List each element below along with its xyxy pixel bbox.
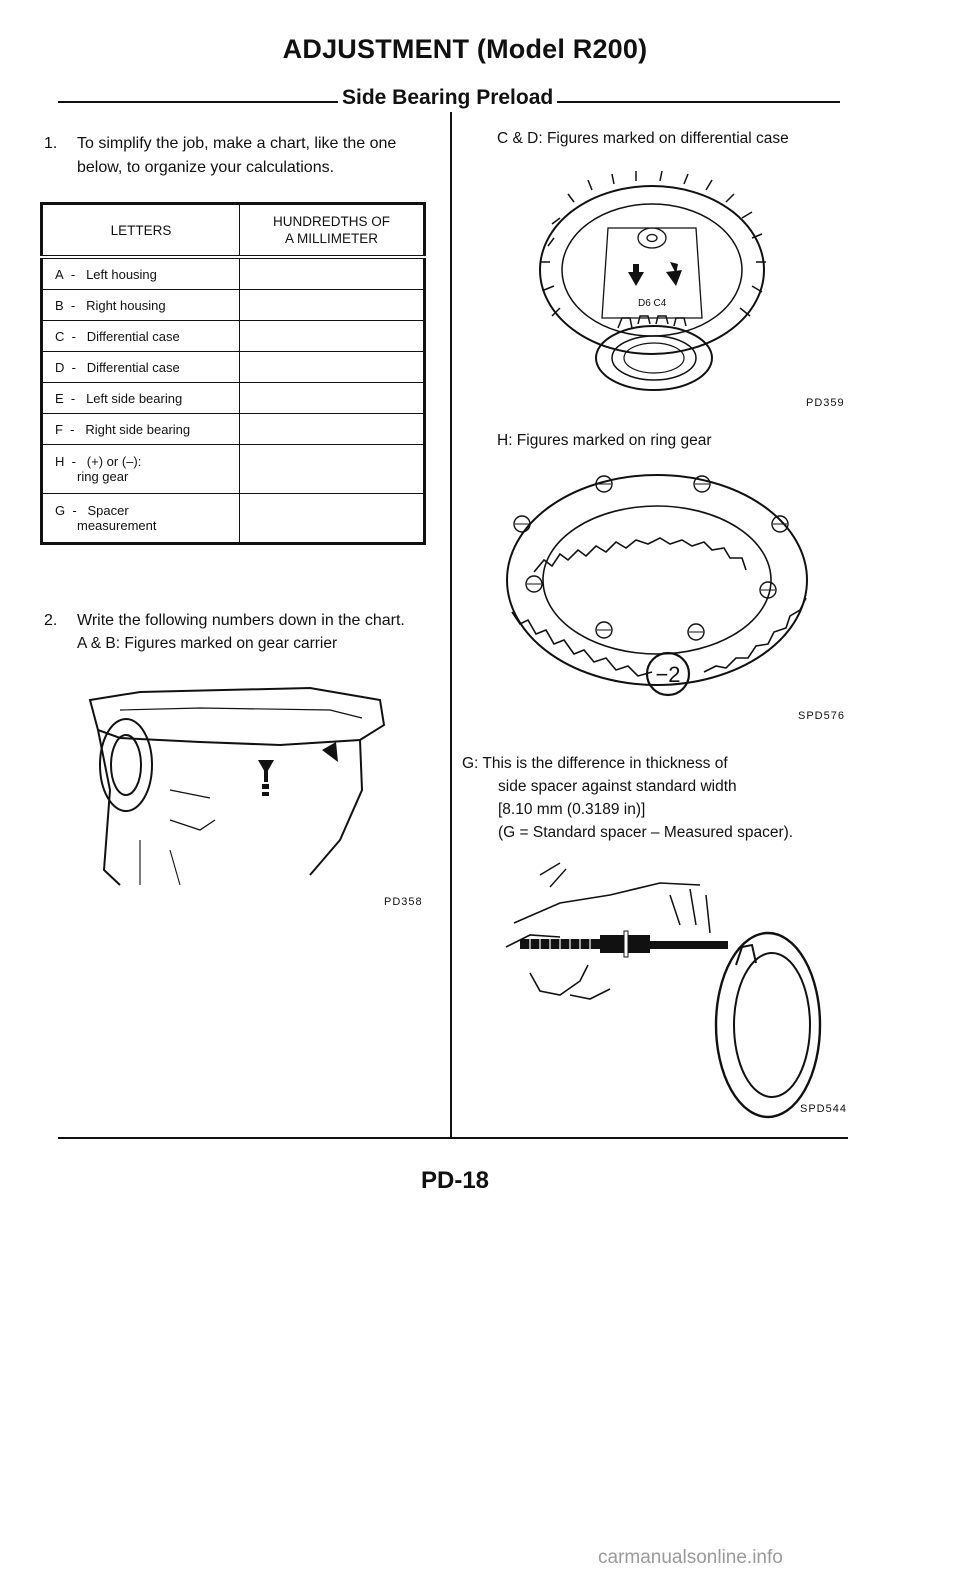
step-2-text: Write the following numbers down in the chart. <box>77 612 405 629</box>
spacer-caption-line-1: G: This is the difference in thickness of <box>462 755 728 772</box>
table-row <box>42 290 425 321</box>
calculation-chart-table <box>40 202 426 545</box>
table-row <box>42 352 425 383</box>
row-label: C - Differential case <box>42 321 240 352</box>
value-cell <box>240 290 425 321</box>
ring-gear-figure-code: SPD576 <box>798 710 845 722</box>
value-cell <box>240 383 425 414</box>
ring-gear-mark-text: −2 <box>655 662 681 687</box>
spacer-measurement-illustration <box>500 855 840 1125</box>
diff-case-mark-text: D6 C4 <box>638 298 667 309</box>
section-rule-left <box>58 101 340 103</box>
row-label: D - Differential case <box>42 352 240 383</box>
table-row <box>42 414 425 445</box>
row-label: G - Spacer measurement <box>42 494 240 544</box>
value-cell <box>240 257 425 290</box>
column-divider <box>450 112 452 1139</box>
spacer-caption-line-4: (G = Standard spacer – Measured spacer). <box>498 824 794 841</box>
spacer-figure-code: SPD544 <box>800 1103 847 1115</box>
table-row <box>42 383 425 414</box>
diff-case-figure-caption: C & D: Figures marked on differential case <box>497 130 789 147</box>
row-label: E - Left side bearing <box>42 383 240 414</box>
value-cell <box>240 352 425 383</box>
column-header-letters: LETTERS <box>42 204 240 258</box>
row-label: B - Right housing <box>42 290 240 321</box>
value-cell <box>240 494 425 544</box>
table-row <box>42 321 425 352</box>
spacer-caption-line-3: [8.10 mm (0.3189 in)] <box>498 801 646 818</box>
value-cell <box>240 321 425 352</box>
step-2-number: 2. <box>44 612 58 629</box>
differential-case-illustration <box>530 168 770 408</box>
table-row <box>42 257 425 290</box>
page-number: PD-18 <box>420 1167 490 1194</box>
step-1-number: 1. <box>44 135 58 152</box>
row-label: H - (+) or (–): ring gear <box>42 445 240 494</box>
spacer-caption-line-2: side spacer against standard width <box>498 778 737 795</box>
table-row <box>42 494 425 544</box>
ring-gear-figure-caption: H: Figures marked on ring gear <box>497 432 712 449</box>
gear-carrier-illustration <box>80 670 420 910</box>
value-cell <box>240 445 425 494</box>
table-row <box>42 445 425 494</box>
row-label: F - Right side bearing <box>42 414 240 445</box>
ring-gear-illustration <box>492 462 822 702</box>
value-cell <box>240 414 425 445</box>
page-title: ADJUSTMENT (Model R200) <box>282 34 648 64</box>
carrier-figure-code: PD358 <box>384 896 423 908</box>
column-header-hundredths: HUNDREDTHS OF A MILLIMETER <box>240 204 425 258</box>
step-1-line-1: To simplify the job, make a chart, like the one <box>77 135 397 152</box>
step-1-line-2: below, to organize your calculations. <box>77 159 335 176</box>
footer-rule <box>58 1137 848 1139</box>
watermark-text: carmanualsonline.info <box>598 1547 783 1568</box>
section-rule-right <box>544 101 840 103</box>
carrier-figure-caption: A & B: Figures marked on gear carrier <box>77 635 338 652</box>
diff-case-figure-code: PD359 <box>806 397 845 409</box>
section-subtitle: Side Bearing Preload <box>338 86 557 110</box>
row-label: A - Left housing <box>42 257 240 290</box>
